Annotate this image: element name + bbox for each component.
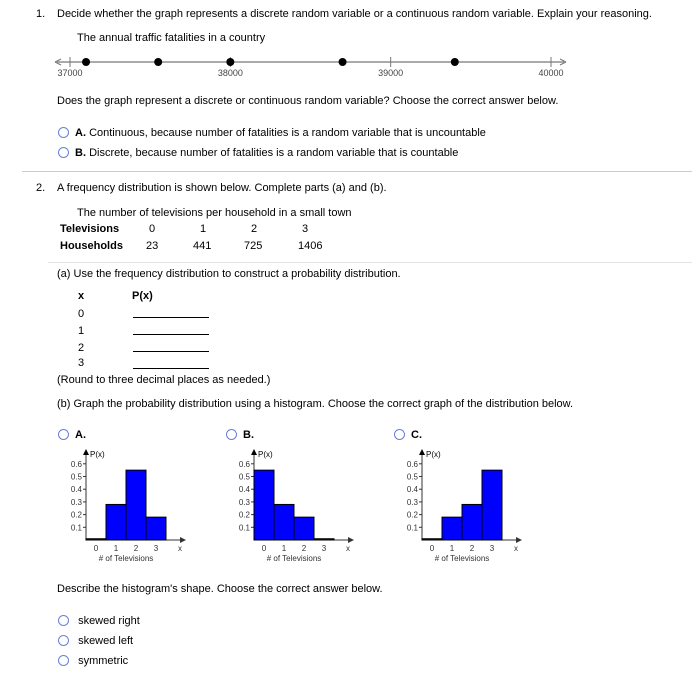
y-tick-label: 0.4 xyxy=(70,485,82,495)
histogram-bar xyxy=(294,517,314,540)
q1-text: Decide whether the graph represents a discrete random variable or a continuous random variable. Explain your reasoning. xyxy=(57,8,652,20)
histogram-bar xyxy=(442,517,462,540)
x-tick-label: 3 xyxy=(489,544,495,553)
part-a-text: (a) Use the frequency distribution to construct a probability distribution. xyxy=(57,268,401,280)
radio-button[interactable] xyxy=(58,655,69,666)
y-tick-label: 0.3 xyxy=(406,497,418,507)
data-point xyxy=(339,58,347,66)
x-arrow-icon xyxy=(516,537,522,543)
y-tick-label: 0.6 xyxy=(406,459,418,469)
q1-prompt: Does the graph represent a discrete or continuous random variable? Choose the correct answer below. xyxy=(57,95,559,107)
radio-button[interactable] xyxy=(58,429,69,440)
y-arrow-icon xyxy=(251,449,257,455)
radio-button[interactable] xyxy=(58,615,69,626)
y-axis-label: P(x) xyxy=(258,450,273,459)
x-axis-title: # of Televisions xyxy=(434,554,490,563)
histogram-bar xyxy=(86,539,106,540)
x-value: 2 xyxy=(78,342,85,354)
x-tick-label: 2 xyxy=(301,544,307,553)
y-tick-label: 0.2 xyxy=(238,510,250,520)
px-input[interactable] xyxy=(133,351,209,352)
q1-option-b[interactable]: B. Discrete, because number of fatalities is a random variable that is countable xyxy=(58,147,458,159)
histogram-bar xyxy=(482,470,502,540)
y-tick-label: 0.3 xyxy=(70,497,82,507)
data-point xyxy=(451,58,459,66)
x-arrow-icon xyxy=(348,537,354,543)
radio-button[interactable] xyxy=(58,127,69,138)
px-input[interactable] xyxy=(133,317,209,318)
histogram-bar xyxy=(146,517,166,540)
shape-option[interactable]: skewed right xyxy=(58,615,140,627)
tick-label: 37000 xyxy=(57,68,83,78)
histogram-bar xyxy=(462,504,482,540)
table-title: The number of televisions per household in a small town xyxy=(77,207,352,219)
px-input[interactable] xyxy=(133,334,209,335)
y-tick-label: 0.2 xyxy=(70,510,82,520)
q2-text: A frequency distribution is shown below. Complete parts (a) and (b). xyxy=(57,182,387,194)
number-line-title: The annual traffic fatalities in a country xyxy=(77,32,266,44)
histogram-bar xyxy=(314,539,334,540)
x-axis-title: # of Televisions xyxy=(266,554,322,563)
q1-option-a[interactable]: A. Continuous, because number of fatalities is a random variable that is uncountable xyxy=(58,127,486,139)
x-axis-label: x xyxy=(346,544,350,553)
histogram xyxy=(56,448,196,568)
y-axis-label: P(x) xyxy=(90,450,105,459)
col-px: P(x) xyxy=(132,290,153,302)
x-tick-label: 0 xyxy=(429,544,435,553)
x-value: 1 xyxy=(78,325,85,337)
shape-option[interactable]: symmetric xyxy=(58,655,128,667)
x-arrow-icon xyxy=(180,537,186,543)
tick-label: 40000 xyxy=(538,68,564,78)
col-x: x xyxy=(78,290,85,302)
divider xyxy=(22,171,692,172)
x-value: 0 xyxy=(78,308,85,320)
y-tick-label: 0.1 xyxy=(406,523,418,533)
option-letter: C. xyxy=(411,429,422,441)
y-tick-label: 0.1 xyxy=(238,523,250,533)
part-b-text: (b) Graph the probability distribution using a histogram. Choose the correct graph of the distribution below. xyxy=(57,398,574,410)
y-tick-label: 0.5 xyxy=(406,472,418,482)
x-tick-label: 3 xyxy=(153,544,159,553)
histogram-bar xyxy=(254,470,274,540)
chart-option-c[interactable] xyxy=(394,429,422,441)
y-tick-label: 0.4 xyxy=(238,485,250,495)
histogram-bar xyxy=(106,504,126,540)
x-tick-label: 0 xyxy=(261,544,267,553)
radio-button[interactable] xyxy=(226,429,237,440)
histogram xyxy=(224,448,364,568)
x-axis-label: x xyxy=(514,544,518,553)
x-tick-label: 3 xyxy=(321,544,327,553)
data-point xyxy=(154,58,162,66)
y-arrow-icon xyxy=(83,449,89,455)
x-tick-label: 1 xyxy=(113,544,119,553)
divider xyxy=(48,262,692,263)
q1-number: 1. xyxy=(36,8,46,20)
tick-label: 38000 xyxy=(217,68,243,78)
y-tick-label: 0.6 xyxy=(70,459,82,469)
y-tick-label: 0.5 xyxy=(70,472,82,482)
x-tick-label: 2 xyxy=(469,544,475,553)
shape-prompt: Describe the histogram's shape. Choose the correct answer below. xyxy=(57,583,383,595)
radio-button[interactable] xyxy=(58,147,69,158)
y-axis-label: P(x) xyxy=(426,450,441,459)
px-input[interactable] xyxy=(133,368,209,369)
option-letter: B. xyxy=(243,429,254,441)
x-axis-label: x xyxy=(178,544,182,553)
x-tick-label: 2 xyxy=(133,544,139,553)
chart-option-b[interactable] xyxy=(226,429,254,441)
y-tick-label: 0.1 xyxy=(70,523,82,533)
histogram xyxy=(392,448,532,568)
histogram-bar xyxy=(126,470,146,540)
x-tick-label: 1 xyxy=(281,544,287,553)
chart-option-a[interactable] xyxy=(58,429,86,441)
y-tick-label: 0.5 xyxy=(238,472,250,482)
histogram-bar xyxy=(422,539,442,540)
y-arrow-icon xyxy=(419,449,425,455)
x-axis-title: # of Televisions xyxy=(98,554,154,563)
y-tick-label: 0.2 xyxy=(406,510,418,520)
option-letter: A. xyxy=(75,429,86,441)
y-tick-label: 0.4 xyxy=(406,485,418,495)
number-line xyxy=(50,50,580,85)
data-point xyxy=(82,58,90,66)
x-value: 3 xyxy=(78,357,85,369)
radio-button[interactable] xyxy=(394,429,405,440)
radio-button[interactable] xyxy=(58,635,69,646)
shape-option[interactable]: skewed left xyxy=(58,635,133,647)
histogram-bar xyxy=(274,504,294,540)
y-tick-label: 0.3 xyxy=(238,497,250,507)
round-note: (Round to three decimal places as needed.) xyxy=(57,374,271,386)
q2-number: 2. xyxy=(36,182,46,194)
tick-label: 39000 xyxy=(378,68,404,78)
x-tick-label: 1 xyxy=(449,544,455,553)
x-tick-label: 0 xyxy=(93,544,99,553)
y-tick-label: 0.6 xyxy=(238,459,250,469)
data-point xyxy=(226,58,234,66)
